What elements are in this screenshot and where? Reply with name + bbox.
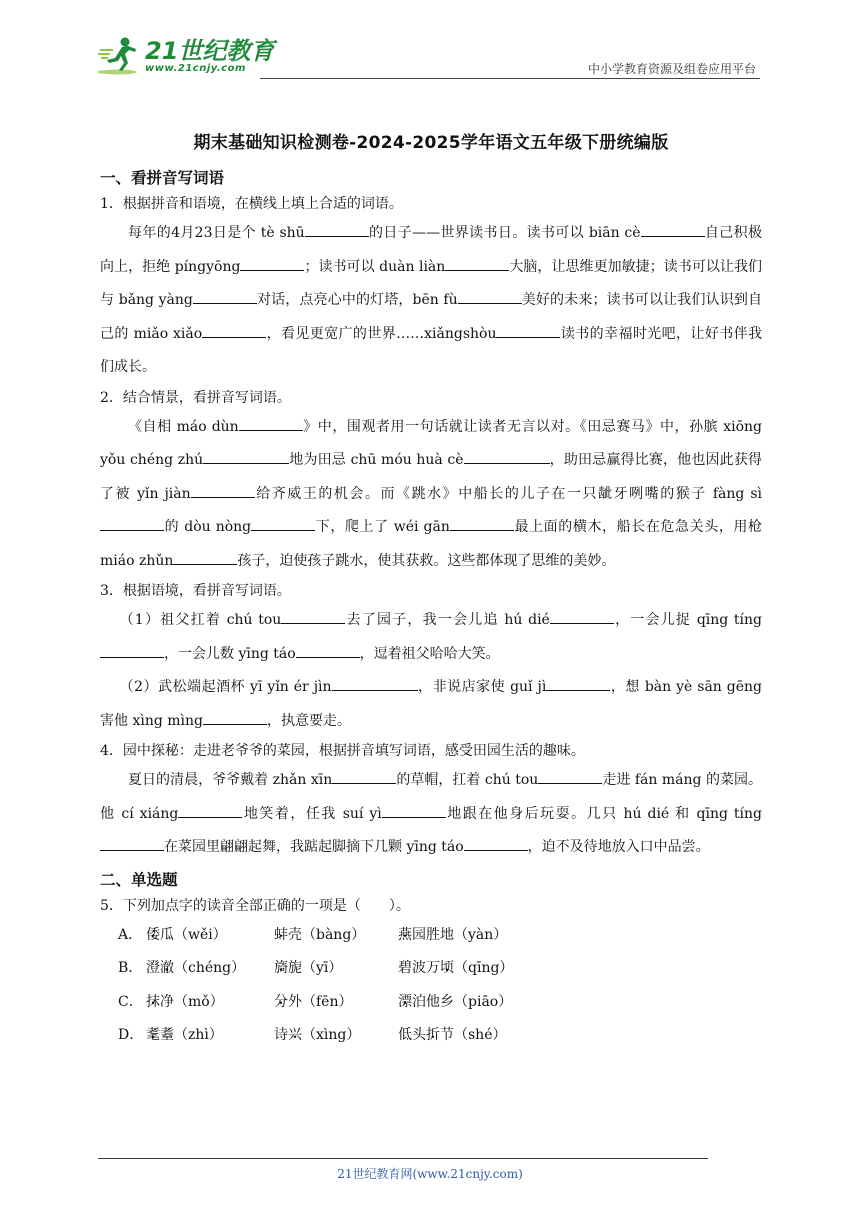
footer-text: 21世纪教育网(www.21cnjy.com) (337, 1167, 523, 1181)
header-divider (260, 78, 760, 79)
answer-blank[interactable] (450, 516, 514, 531)
footer-divider (98, 1158, 708, 1159)
question-3-part-1: （1）祖父扛着 chú tou 去了园子，我一会儿追 hú dié ，一会儿捉 qīng tíng，一会儿数 yīng táo ，逗着祖父哈哈大笑。 (100, 604, 762, 671)
dotted-char: 旖 • (274, 960, 288, 976)
answer-blank[interactable] (550, 609, 614, 624)
option-label: D． (118, 1027, 144, 1043)
answer-blank[interactable] (332, 769, 396, 784)
answer-blank[interactable] (458, 289, 522, 304)
option-label: B． (118, 960, 143, 976)
question-5-stem: 5．下列加点字的读音全部正确的一项是（ ）。 (100, 897, 410, 914)
dotted-char: 倭 • (146, 927, 160, 943)
page-header (95, 34, 760, 80)
answer-blank[interactable] (251, 516, 315, 531)
answer-blank[interactable] (100, 516, 164, 531)
dotted-char: 耄 • (146, 1027, 160, 1043)
option-word-text: 诗 (274, 1027, 288, 1043)
document-body (100, 128, 762, 1053)
logo (95, 36, 274, 76)
answer-blank[interactable] (191, 483, 255, 498)
answer-blank[interactable] (496, 323, 560, 338)
option-word-text: 节（shé） (440, 1027, 507, 1043)
option-word-text: 泊他乡（piāo） (412, 993, 513, 1010)
option-word-text: 低头 (398, 1027, 426, 1043)
dotted-char: 顷 • (440, 960, 454, 976)
answer-blank[interactable] (464, 449, 550, 464)
option-word-text: 旎（yī） (288, 960, 343, 976)
answer-blank[interactable] (240, 256, 304, 271)
option-label: C． (118, 993, 143, 1010)
option-word-text: 净（mǒ） (160, 993, 224, 1010)
question-2-passage: 《自相 máo dùn 》中，围观者用一句话就让读者无言以对。《田忌赛马》中，孙膑 xiōng yǒu chéng zhú 地为田忌 chū móu huà cè ，助田忌赢得比赛，他也因此获得了被 yǐn jiàn 给齐威王的机会。而《跳水》中船长的儿子在一只龇牙咧嘴的猴子 fàng sì的 dòu nòng 下，爬上了 wéi gān 最上面的横木，船长在危急关头，用枪 miáo zhǔn 孩子，迫使孩子跳水，使其获救。这些都体现了思维的美妙。 (100, 411, 762, 579)
answer-blank[interactable] (332, 676, 418, 691)
answer-blank[interactable] (538, 769, 602, 784)
option-label: A． (118, 926, 143, 943)
answer-blank[interactable] (546, 676, 610, 691)
option-word-text: 瓜（wěi） (160, 926, 227, 943)
option-b[interactable] (118, 952, 762, 986)
answer-blank[interactable] (203, 449, 289, 464)
answer-blank[interactable] (382, 803, 446, 818)
question-5-options (100, 919, 762, 1053)
answer-blank[interactable] (178, 803, 242, 818)
answer-blank[interactable] (193, 289, 257, 304)
answer-blank[interactable] (100, 836, 164, 851)
answer-blank[interactable] (203, 710, 267, 725)
option-word-text: 外（fēn） (288, 993, 353, 1010)
option-a[interactable] (118, 919, 762, 953)
option-d[interactable] (118, 1019, 762, 1053)
question-4-passage: 夏日的清晨，爷爷戴着 zhǎn xīn 的草帽，扛着 chú tou 走进 fán máng 的菜园。他 cí xiáng 地笑着，任我 suí yì 地跟在他身后玩耍。几只 hú dié 和 qīng tíng在菜园里翩翩起舞，我踮起脚摘下几颗 yīng táo ，迫不及待地放入口中品尝。 (100, 764, 762, 865)
dotted-char: 燕 • (398, 927, 412, 943)
option-word-text: （xìng） (302, 1027, 361, 1043)
question-3-part-2: （2）武松端起酒杯 yī yǐn ér jìn ，非说店家使 guǐ jì ，想 bàn yè sān gēng 害他 xìng mìng ，执意要走。 (100, 671, 762, 738)
option-word-text: （qīng） (454, 960, 514, 976)
dotted-char: 澈 • (160, 960, 174, 976)
option-word-text: 澄 (146, 960, 160, 976)
option-word-text: 园胜地（yàn） (412, 926, 508, 943)
dotted-char: 抹 • (146, 994, 160, 1010)
option-word-text: 壳（bàng） (288, 926, 366, 943)
option-c[interactable] (118, 986, 762, 1020)
option-word-text: 碧波万 (398, 960, 440, 976)
answer-blank[interactable] (445, 256, 509, 271)
question-1-stem: 1．根据拼音和语境，在横线上填上合适的词语。 (100, 196, 403, 212)
question-1-passage: 每年的4月23日是个 tè shū 的日子——世界读书日。读书可以 biān cè 自己积极向上，拒绝 píngyōng ；读书可以 duàn liàn 大脑，让思维更加敏捷；读书可以让我们与 bǎng yàng 对话，点亮心中的灯塔，bēn fù 美好的未来；读书可以让我们认识到自己的 miǎo xiǎo ，看见更宽广的世界……xiǎngshòu 读书的幸福时光吧，让好书伴我们成长。 (100, 217, 762, 385)
answer-blank[interactable] (464, 836, 528, 851)
logo-main-text: 21世纪教育 (145, 36, 275, 65)
section-heading-1: 一、看拼音写词语 (100, 169, 225, 187)
answer-blank[interactable] (173, 550, 237, 565)
logo-url-text: www.21cnjy.com (145, 62, 246, 74)
dotted-char: 兴 • (288, 1027, 302, 1043)
platform-name: 中小学教育资源及组卷应用平台 (587, 62, 756, 76)
answer-blank[interactable] (202, 323, 266, 338)
answer-blank[interactable] (641, 222, 705, 237)
answer-blank[interactable] (296, 643, 360, 658)
dotted-char: 分 • (274, 994, 288, 1010)
question-3-stem: 3．根据语境，看拼音写词语。 (100, 583, 291, 599)
answer-blank[interactable] (305, 222, 369, 237)
page-title: 期末基础知识检测卷-2024-2025学年语文五年级下册统编版 (193, 133, 669, 153)
dotted-char: 蚌 • (274, 927, 288, 943)
runner-logo-icon (95, 36, 143, 76)
answer-blank[interactable] (239, 416, 303, 431)
dotted-char: 折 • (426, 1027, 440, 1043)
section-heading-2: 二、单选题 (100, 870, 178, 889)
option-word-text: 耋（zhì） (160, 1027, 223, 1043)
option-word-text: （chéng） (174, 960, 246, 976)
answer-blank[interactable] (100, 643, 164, 658)
answer-blank[interactable] (281, 609, 345, 624)
question-2-stem: 2．结合情景，看拼音写词语。 (100, 389, 291, 406)
dotted-char: 漂 • (398, 994, 412, 1010)
question-4-stem: 4．园中探秘：走进老爷爷的菜园，根据拼音填写词语，感受田园生活的趣味。 (100, 743, 585, 759)
